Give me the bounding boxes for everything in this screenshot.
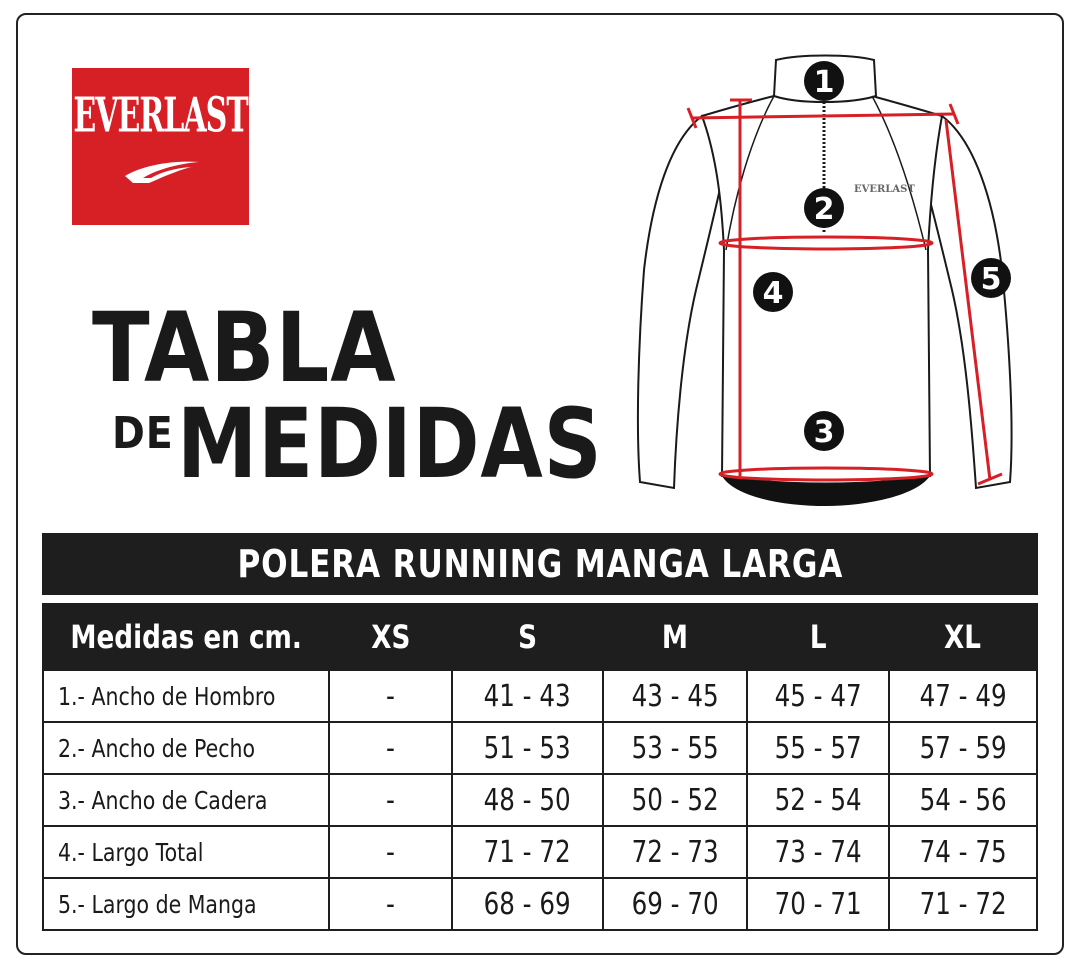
row-label: 5.- Largo de Manga xyxy=(43,878,329,930)
header-size-l: L xyxy=(747,604,888,670)
title-medidas: MEDIDAS xyxy=(176,388,603,500)
marker-5 xyxy=(971,258,1011,298)
logo-wordmark: EVERLAST xyxy=(73,88,248,145)
cell-s: 48 - 50 xyxy=(452,774,602,826)
cell-s: 41 - 43 xyxy=(452,670,602,722)
table-row xyxy=(43,722,1037,774)
cell-m: 43 - 45 xyxy=(603,670,748,722)
row-label: 2.- Ancho de Pecho xyxy=(43,722,329,774)
garment-diagram xyxy=(630,50,1030,520)
row-label: 3.- Ancho de Cadera xyxy=(43,774,329,826)
row-label: 1.- Ancho de Hombro xyxy=(43,670,329,722)
svg-text:2: 2 xyxy=(813,192,835,227)
cell-xs: - xyxy=(329,774,452,826)
table-row xyxy=(43,878,1037,930)
cell-xs: - xyxy=(329,722,452,774)
svg-text:4: 4 xyxy=(762,276,784,311)
svg-text:3: 3 xyxy=(813,415,835,450)
cell-xl: 74 - 75 xyxy=(889,826,1037,878)
table-header-row xyxy=(43,604,1037,670)
cell-l: 73 - 74 xyxy=(747,826,888,878)
cell-m: 50 - 52 xyxy=(603,774,748,826)
cell-l: 55 - 57 xyxy=(747,722,888,774)
header-size-xl: XL xyxy=(889,604,1037,670)
cell-l: 70 - 71 xyxy=(747,878,888,930)
cell-xl: 71 - 72 xyxy=(889,878,1037,930)
marker-1 xyxy=(804,61,844,101)
swoosh-icon xyxy=(121,156,201,184)
header-measurements: Medidas en cm. xyxy=(43,604,329,670)
size-table xyxy=(42,603,1038,931)
cell-l: 45 - 47 xyxy=(747,670,888,722)
cell-m: 53 - 55 xyxy=(603,722,748,774)
cell-xs: - xyxy=(329,826,452,878)
cell-s: 68 - 69 xyxy=(452,878,602,930)
header-size-s: S xyxy=(452,604,602,670)
cell-xl: 57 - 59 xyxy=(889,722,1037,774)
marker-4 xyxy=(753,272,793,312)
table-row xyxy=(43,670,1037,722)
garment-chest-logo: EVERLAST xyxy=(854,184,915,195)
cell-s: 71 - 72 xyxy=(452,826,602,878)
svg-text:1: 1 xyxy=(813,65,835,100)
header-size-m: M xyxy=(603,604,748,670)
cell-s: 51 - 53 xyxy=(452,722,602,774)
cell-xl: 54 - 56 xyxy=(889,774,1037,826)
marker-2 xyxy=(804,188,844,228)
cell-m: 69 - 70 xyxy=(603,878,748,930)
cell-m: 72 - 73 xyxy=(603,826,748,878)
left-sleeve xyxy=(638,116,724,488)
header-size-xs: XS xyxy=(329,604,452,670)
table-row xyxy=(43,826,1037,878)
cell-xl: 47 - 49 xyxy=(889,670,1037,722)
title-line-2 xyxy=(112,388,683,500)
title-line-1: TABLA xyxy=(92,292,397,404)
cell-l: 52 - 54 xyxy=(747,774,888,826)
table-row xyxy=(43,774,1037,826)
title-de: DE xyxy=(112,408,174,459)
product-banner xyxy=(42,533,1038,595)
marker-3 xyxy=(804,411,844,451)
everlast-logo xyxy=(72,68,249,225)
svg-text:5: 5 xyxy=(980,262,1002,297)
cell-xs: - xyxy=(329,878,452,930)
cell-xs: - xyxy=(329,670,452,722)
product-title: POLERA RUNNING MANGA LARGA xyxy=(237,542,843,586)
row-label: 4.- Largo Total xyxy=(43,826,329,878)
